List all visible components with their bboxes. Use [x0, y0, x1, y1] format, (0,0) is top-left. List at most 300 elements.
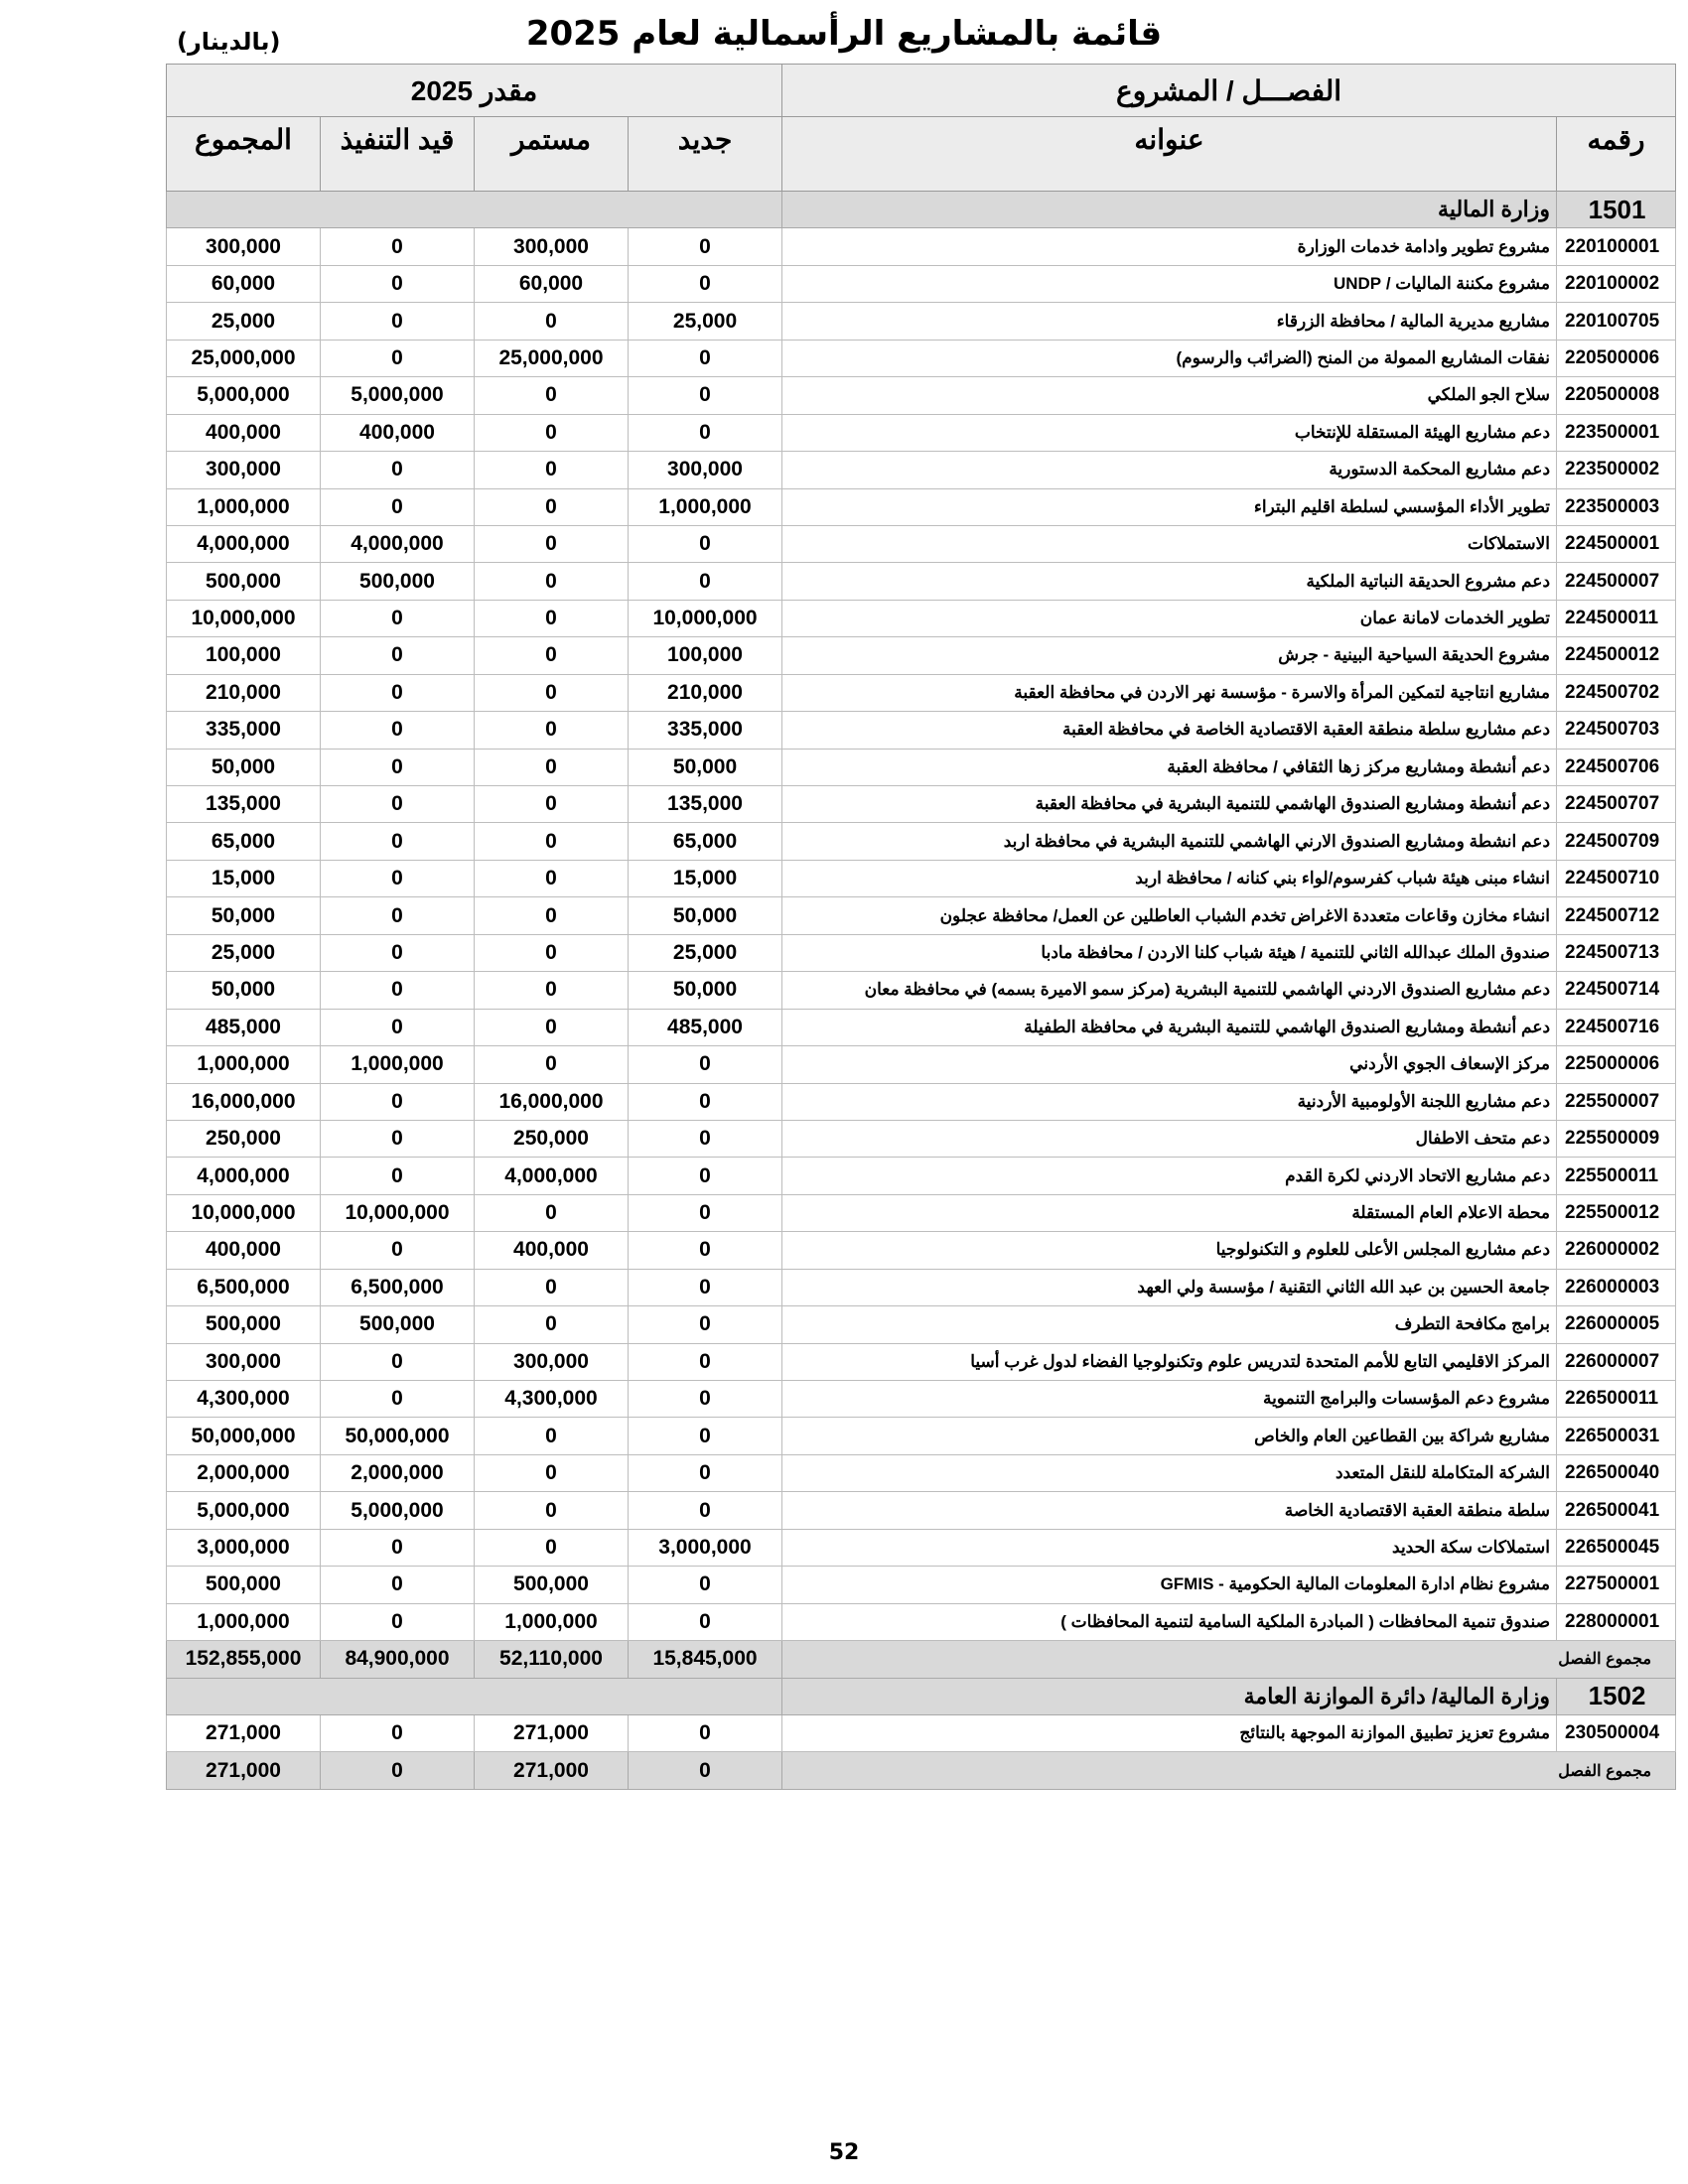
table-row — [167, 972, 1676, 1009]
project-number-cell: 224500007 — [1557, 563, 1676, 600]
project-number-cell: 225000006 — [1557, 1046, 1676, 1083]
continuing-cell: 0 — [475, 488, 629, 525]
new-cell: 0 — [629, 228, 782, 265]
project-title-cell: صندوق تنمية المحافظات ( المبادرة الملكية السامية لتنمية المحافظات ) — [782, 1603, 1557, 1640]
total-cell: 16,000,000 — [167, 1083, 321, 1120]
total-cell: 4,000,000 — [167, 1158, 321, 1194]
col-header-title: عنوانه — [782, 117, 1557, 192]
table-row — [167, 934, 1676, 971]
project-title-cell: دعم مشاريع الصندوق الاردني الهاشمي للتنمية البشرية (مركز سمو الاميرة بسمه) في محافظة معان — [782, 972, 1557, 1009]
in-progress-cell: 0 — [321, 972, 475, 1009]
project-number-cell: 225500007 — [1557, 1083, 1676, 1120]
project-title-cell: دعم مشاريع المحكمة الدستورية — [782, 452, 1557, 488]
table-row — [167, 1120, 1676, 1157]
new-cell: 0 — [629, 265, 782, 302]
project-title-cell: مشروع تطوير وادامة خدمات الوزارة — [782, 228, 1557, 265]
chapter-header-blank — [167, 1678, 782, 1714]
total-cell: 300,000 — [167, 452, 321, 488]
continuing-cell: 0 — [475, 1529, 629, 1566]
table-row — [167, 452, 1676, 488]
in-progress-cell: 0 — [321, 340, 475, 376]
in-progress-cell: 0 — [321, 265, 475, 302]
total-cell: 100,000 — [167, 637, 321, 674]
new-cell: 0 — [629, 1083, 782, 1120]
in-progress-cell: 0 — [321, 1158, 475, 1194]
new-cell: 0 — [629, 1714, 782, 1751]
project-title-cell: مشروع الحديقة السياحية البينية - جرش — [782, 637, 1557, 674]
col-header-number: رقمه — [1557, 117, 1676, 192]
in-progress-cell: 0 — [321, 823, 475, 860]
project-number-cell: 224500716 — [1557, 1009, 1676, 1045]
in-progress-cell: 0 — [321, 860, 475, 896]
table-row — [167, 1194, 1676, 1231]
in-progress-cell: 50,000,000 — [321, 1418, 475, 1454]
table-row — [167, 377, 1676, 414]
chapter-code: 1502 — [1557, 1678, 1676, 1714]
project-title-cell: انشاء مخازن وقاعات متعددة الاغراض تخدم الشباب العاطلين عن العمل/ محافظة عجلون — [782, 897, 1557, 934]
project-number-cell: 223500003 — [1557, 488, 1676, 525]
project-number-cell: 226500011 — [1557, 1381, 1676, 1418]
chapter-total-row — [167, 1752, 1676, 1789]
continuing-cell: 0 — [475, 1306, 629, 1343]
total-cell: 1,000,000 — [167, 1603, 321, 1640]
project-number-cell: 228000001 — [1557, 1603, 1676, 1640]
new-cell: 0 — [629, 1232, 782, 1269]
total-cell: 5,000,000 — [167, 1492, 321, 1529]
project-number-cell: 220500008 — [1557, 377, 1676, 414]
new-cell: 485,000 — [629, 1009, 782, 1045]
project-number-cell: 226000005 — [1557, 1306, 1676, 1343]
continuing-cell: 0 — [475, 1269, 629, 1305]
project-title-cell: انشاء مبنى هيئة شباب كفرسوم/لواء بني كنانه / محافظة اربد — [782, 860, 1557, 896]
in-progress-cell: 10,000,000 — [321, 1194, 475, 1231]
project-number-cell: 225500009 — [1557, 1120, 1676, 1157]
project-number-cell: 224500011 — [1557, 600, 1676, 636]
new-cell: 0 — [629, 1418, 782, 1454]
in-progress-cell: 0 — [321, 749, 475, 785]
in-progress-cell: 500,000 — [321, 1306, 475, 1343]
continuing-cell: 0 — [475, 525, 629, 562]
in-progress-cell: 0 — [321, 934, 475, 971]
project-title-cell: دعم متحف الاطفال — [782, 1120, 1557, 1157]
continuing-cell: 25,000,000 — [475, 340, 629, 376]
chapter-name: وزارة المالية — [782, 192, 1557, 228]
project-number-cell: 224500713 — [1557, 934, 1676, 971]
project-title-cell: مركز الإسعاف الجوي الأردني — [782, 1046, 1557, 1083]
new-cell: 0 — [629, 563, 782, 600]
new-cell: 0 — [629, 1306, 782, 1343]
total-cell: 50,000 — [167, 897, 321, 934]
in-progress-cell: 0 — [321, 1343, 475, 1380]
table-row — [167, 525, 1676, 562]
in-progress-cell: 0 — [321, 488, 475, 525]
project-number-cell: 224500707 — [1557, 786, 1676, 823]
project-number-cell: 226000002 — [1557, 1232, 1676, 1269]
project-number-cell: 224500702 — [1557, 674, 1676, 711]
project-title-cell: دعم مشاريع سلطة منطقة العقبة الاقتصادية الخاصة في محافظة العقبة — [782, 712, 1557, 749]
in-progress-cell: 0 — [321, 1714, 475, 1751]
total-cell: 1,000,000 — [167, 488, 321, 525]
in-progress-cell: 500,000 — [321, 563, 475, 600]
total-cell: 25,000 — [167, 303, 321, 340]
project-number-cell: 226000007 — [1557, 1343, 1676, 1380]
project-title-cell: مشروع مكننة الماليات / UNDP — [782, 265, 1557, 302]
new-cell: 0 — [629, 1120, 782, 1157]
total-cell: 335,000 — [167, 712, 321, 749]
new-cell: 50,000 — [629, 897, 782, 934]
in-progress-cell: 6,500,000 — [321, 1269, 475, 1305]
total-cell: 10,000,000 — [167, 1194, 321, 1231]
continuing-cell: 0 — [475, 972, 629, 1009]
total-cell: 25,000,000 — [167, 340, 321, 376]
new-cell: 300,000 — [629, 452, 782, 488]
project-number-cell: 225500011 — [1557, 1158, 1676, 1194]
continuing-cell: 0 — [475, 377, 629, 414]
chapter-header-row — [167, 192, 1676, 228]
chapter-project-header: الفصـــل / المشروع — [782, 65, 1676, 117]
project-title-cell: مشروع دعم المؤسسات والبرامج التنموية — [782, 1381, 1557, 1418]
continuing-cell: 0 — [475, 1418, 629, 1454]
new-cell: 0 — [629, 377, 782, 414]
table-row — [167, 340, 1676, 376]
continuing-cell: 271,000 — [475, 1714, 629, 1751]
project-number-cell: 230500004 — [1557, 1714, 1676, 1751]
total-cell: 250,000 — [167, 1120, 321, 1157]
continuing-cell: 0 — [475, 600, 629, 636]
project-title-cell: برامج مكافحة التطرف — [782, 1306, 1557, 1343]
in-progress-cell: 0 — [321, 1083, 475, 1120]
chapter-code: 1501 — [1557, 192, 1676, 228]
new-cell: 135,000 — [629, 786, 782, 823]
project-title-cell: دعم مشاريع المجلس الأعلى للعلوم و التكنولوجيا — [782, 1232, 1557, 1269]
continuing-cell: 500,000 — [475, 1567, 629, 1603]
project-title-cell: استملاكات سكة الحديد — [782, 1529, 1557, 1566]
new-cell: 0 — [629, 1343, 782, 1380]
project-title-cell: جامعة الحسين بن عبد الله الثاني التقنية / مؤسسة ولي العهد — [782, 1269, 1557, 1305]
continuing-cell: 0 — [475, 897, 629, 934]
table-row — [167, 1381, 1676, 1418]
project-number-cell: 227500001 — [1557, 1567, 1676, 1603]
new-cell: 1,000,000 — [629, 488, 782, 525]
project-title-cell: صندوق الملك عبدالله الثاني للتنمية / هيئة شباب كلنا الاردن / محافظة مادبا — [782, 934, 1557, 971]
project-number-cell: 224500714 — [1557, 972, 1676, 1009]
continuing-cell: 0 — [475, 1454, 629, 1491]
new-cell: 3,000,000 — [629, 1529, 782, 1566]
continuing-cell: 0 — [475, 749, 629, 785]
project-title-cell: سلطة منطقة العقبة الاقتصادية الخاصة — [782, 1492, 1557, 1529]
in-progress-cell: 0 — [321, 1603, 475, 1640]
project-number-cell: 220100002 — [1557, 265, 1676, 302]
capital-projects-table — [166, 64, 1676, 1790]
continuing-cell: 0 — [475, 1194, 629, 1231]
chapter-total-in-progress: 0 — [321, 1752, 475, 1789]
total-cell: 135,000 — [167, 786, 321, 823]
total-cell: 3,000,000 — [167, 1529, 321, 1566]
new-cell: 0 — [629, 1381, 782, 1418]
in-progress-cell: 0 — [321, 1381, 475, 1418]
total-cell: 400,000 — [167, 1232, 321, 1269]
project-title-cell: مشروع تعزيز تطبيق الموازنة الموجهة بالنتائج — [782, 1714, 1557, 1751]
chapter-total-new: 0 — [629, 1752, 782, 1789]
project-title-cell: دعم مشروع الحديقة النباتية الملكية — [782, 563, 1557, 600]
total-cell: 300,000 — [167, 228, 321, 265]
chapter-total-sum: 152,855,000 — [167, 1641, 321, 1678]
project-title-cell: دعم مشاريع الاتحاد الاردني لكرة القدم — [782, 1158, 1557, 1194]
continuing-cell: 400,000 — [475, 1232, 629, 1269]
continuing-cell: 0 — [475, 712, 629, 749]
table-row — [167, 749, 1676, 785]
project-number-cell: 225500012 — [1557, 1194, 1676, 1231]
project-number-cell: 224500012 — [1557, 637, 1676, 674]
total-cell: 4,000,000 — [167, 525, 321, 562]
continuing-cell: 0 — [475, 563, 629, 600]
continuing-cell: 0 — [475, 637, 629, 674]
continuing-cell: 300,000 — [475, 228, 629, 265]
total-cell: 300,000 — [167, 1343, 321, 1380]
new-cell: 0 — [629, 340, 782, 376]
project-number-cell: 226000003 — [1557, 1269, 1676, 1305]
in-progress-cell: 5,000,000 — [321, 1492, 475, 1529]
project-title-cell: مشاريع شراكة بين القطاعين العام والخاص — [782, 1418, 1557, 1454]
new-cell: 0 — [629, 525, 782, 562]
chapter-total-label: مجموع الفصل — [782, 1752, 1676, 1789]
project-title-cell: دعم أنشطة ومشاريع مركز زها الثقافي / محافظة العقبة — [782, 749, 1557, 785]
in-progress-cell: 5,000,000 — [321, 377, 475, 414]
table-row — [167, 1306, 1676, 1343]
total-cell: 50,000,000 — [167, 1418, 321, 1454]
project-title-cell: مشروع نظام ادارة المعلومات المالية الحكومية - GFMIS — [782, 1567, 1557, 1603]
project-title-cell: تطوير الخدمات لامانة عمان — [782, 600, 1557, 636]
new-cell: 50,000 — [629, 749, 782, 785]
new-cell: 0 — [629, 1567, 782, 1603]
project-title-cell: الاستملاكات — [782, 525, 1557, 562]
in-progress-cell: 400,000 — [321, 414, 475, 451]
chapter-total-continuing: 52,110,000 — [475, 1641, 629, 1678]
in-progress-cell: 0 — [321, 897, 475, 934]
continuing-cell: 60,000 — [475, 265, 629, 302]
total-cell: 271,000 — [167, 1714, 321, 1751]
project-number-cell: 224500709 — [1557, 823, 1676, 860]
total-cell: 15,000 — [167, 860, 321, 896]
in-progress-cell: 0 — [321, 674, 475, 711]
table-row — [167, 1418, 1676, 1454]
project-title-cell: دعم أنشطة ومشاريع الصندوق الهاشمي للتنمية البشرية في محافظة الطفيلة — [782, 1009, 1557, 1045]
chapter-total-continuing: 271,000 — [475, 1752, 629, 1789]
total-cell: 485,000 — [167, 1009, 321, 1045]
total-cell: 6,500,000 — [167, 1269, 321, 1305]
new-cell: 0 — [629, 1269, 782, 1305]
total-cell: 65,000 — [167, 823, 321, 860]
project-number-cell: 223500002 — [1557, 452, 1676, 488]
project-title-cell: دعم أنشطة ومشاريع الصندوق الهاشمي للتنمية البشرية في محافظة العقبة — [782, 786, 1557, 823]
table-row — [167, 1454, 1676, 1491]
new-cell: 0 — [629, 1158, 782, 1194]
new-cell: 25,000 — [629, 303, 782, 340]
new-cell: 0 — [629, 1194, 782, 1231]
project-title-cell: الشركة المتكاملة للنقل المتعدد — [782, 1454, 1557, 1491]
total-cell: 50,000 — [167, 972, 321, 1009]
total-cell: 400,000 — [167, 414, 321, 451]
total-cell: 2,000,000 — [167, 1454, 321, 1491]
table-row — [167, 786, 1676, 823]
project-title-cell: مشاريع انتاجية لتمكين المرأة والاسرة - مؤسسة نهر الاردن في محافظة العقبة — [782, 674, 1557, 711]
new-cell: 0 — [629, 1492, 782, 1529]
new-cell: 210,000 — [629, 674, 782, 711]
table-row — [167, 860, 1676, 896]
chapter-total-sum: 271,000 — [167, 1752, 321, 1789]
in-progress-cell: 1,000,000 — [321, 1046, 475, 1083]
continuing-cell: 1,000,000 — [475, 1603, 629, 1640]
in-progress-cell: 0 — [321, 1009, 475, 1045]
table-row — [167, 637, 1676, 674]
continuing-cell: 0 — [475, 786, 629, 823]
project-number-cell: 224500703 — [1557, 712, 1676, 749]
continuing-cell: 0 — [475, 934, 629, 971]
chapter-total-new: 15,845,000 — [629, 1641, 782, 1678]
in-progress-cell: 0 — [321, 637, 475, 674]
continuing-cell: 0 — [475, 1492, 629, 1529]
in-progress-cell: 0 — [321, 600, 475, 636]
total-cell: 5,000,000 — [167, 377, 321, 414]
new-cell: 25,000 — [629, 934, 782, 971]
table-row — [167, 563, 1676, 600]
chapter-total-in-progress: 84,900,000 — [321, 1641, 475, 1678]
continuing-cell: 300,000 — [475, 1343, 629, 1380]
chapter-total-row — [167, 1641, 1676, 1678]
continuing-cell: 0 — [475, 1046, 629, 1083]
page-title: قائمة بالمشاريع الرأسمالية لعام 2025 — [525, 14, 1163, 54]
project-number-cell: 226500045 — [1557, 1529, 1676, 1566]
project-title-cell: تطوير الأداء المؤسسي لسلطة اقليم البتراء — [782, 488, 1557, 525]
total-cell: 500,000 — [167, 563, 321, 600]
table-row — [167, 674, 1676, 711]
project-title-cell: دعم مشاريع اللجنة الأولومبية الأردنية — [782, 1083, 1557, 1120]
project-number-cell: 220100705 — [1557, 303, 1676, 340]
new-cell: 0 — [629, 1046, 782, 1083]
continuing-cell: 0 — [475, 1009, 629, 1045]
new-cell: 0 — [629, 1603, 782, 1640]
continuing-cell: 0 — [475, 860, 629, 896]
in-progress-cell: 0 — [321, 1120, 475, 1157]
table-row — [167, 488, 1676, 525]
chapter-total-label: مجموع الفصل — [782, 1641, 1676, 1678]
project-title-cell: مشاريع مديرية المالية / محافظة الزرقاء — [782, 303, 1557, 340]
continuing-cell: 250,000 — [475, 1120, 629, 1157]
in-progress-cell: 0 — [321, 452, 475, 488]
new-cell: 100,000 — [629, 637, 782, 674]
in-progress-cell: 0 — [321, 1567, 475, 1603]
project-number-cell: 224500712 — [1557, 897, 1676, 934]
currency-note: (بالدينار) — [177, 28, 281, 56]
total-cell: 25,000 — [167, 934, 321, 971]
table-row — [167, 1714, 1676, 1751]
new-cell: 65,000 — [629, 823, 782, 860]
project-number-cell: 224500001 — [1557, 525, 1676, 562]
total-cell: 10,000,000 — [167, 600, 321, 636]
in-progress-cell: 2,000,000 — [321, 1454, 475, 1491]
project-number-cell: 220500006 — [1557, 340, 1676, 376]
new-cell: 0 — [629, 1454, 782, 1491]
total-cell: 4,300,000 — [167, 1381, 321, 1418]
total-cell: 500,000 — [167, 1567, 321, 1603]
continuing-cell: 0 — [475, 414, 629, 451]
new-cell: 0 — [629, 414, 782, 451]
project-title-cell: نفقات المشاريع الممولة من المنح (الضرائب والرسوم) — [782, 340, 1557, 376]
total-cell: 60,000 — [167, 265, 321, 302]
table-row — [167, 1567, 1676, 1603]
total-cell: 500,000 — [167, 1306, 321, 1343]
table-row — [167, 897, 1676, 934]
page-number: 52 — [828, 2140, 860, 2165]
project-number-cell: 226500041 — [1557, 1492, 1676, 1529]
chapter-header-row — [167, 1678, 1676, 1714]
new-cell: 50,000 — [629, 972, 782, 1009]
continuing-cell: 4,300,000 — [475, 1381, 629, 1418]
table-row — [167, 823, 1676, 860]
project-number-cell: 224500710 — [1557, 860, 1676, 896]
table-row — [167, 712, 1676, 749]
project-number-cell: 224500706 — [1557, 749, 1676, 785]
col-header-total: المجموع — [167, 117, 321, 192]
project-title-cell: سلاح الجو الملكي — [782, 377, 1557, 414]
project-title-cell: دعم انشطة ومشاريع الصندوق الارني الهاشمي للتنمية البشرية في محافظة اربد — [782, 823, 1557, 860]
total-cell: 1,000,000 — [167, 1046, 321, 1083]
project-number-cell: 220100001 — [1557, 228, 1676, 265]
project-number-cell: 226500040 — [1557, 1454, 1676, 1491]
in-progress-cell: 4,000,000 — [321, 525, 475, 562]
col-header-new: جديد — [629, 117, 782, 192]
col-header-continuing: مستمر — [475, 117, 629, 192]
table-row — [167, 1529, 1676, 1566]
continuing-cell: 0 — [475, 452, 629, 488]
table-row — [167, 1232, 1676, 1269]
in-progress-cell: 0 — [321, 1232, 475, 1269]
table-row — [167, 414, 1676, 451]
col-header-in-progress: قيد التنفيذ — [321, 117, 475, 192]
in-progress-cell: 0 — [321, 786, 475, 823]
continuing-cell: 16,000,000 — [475, 1083, 629, 1120]
continuing-cell: 0 — [475, 674, 629, 711]
project-title-cell: دعم مشاريع الهيئة المستقلة للإنتخاب — [782, 414, 1557, 451]
estimate-header: مقدر 2025 — [167, 65, 782, 117]
in-progress-cell: 0 — [321, 712, 475, 749]
table-row — [167, 303, 1676, 340]
chapter-header-blank — [167, 192, 782, 228]
project-number-cell: 223500001 — [1557, 414, 1676, 451]
table-row — [167, 265, 1676, 302]
table-row — [167, 1009, 1676, 1045]
project-title-cell: المركز الاقليمي التابع للأمم المتحدة لتدريس علوم وتكنولوجيا الفضاء لدول غرب أسيا — [782, 1343, 1557, 1380]
project-title-cell: محطة الاعلام العام المستقلة — [782, 1194, 1557, 1231]
new-cell: 335,000 — [629, 712, 782, 749]
new-cell: 15,000 — [629, 860, 782, 896]
chapter-name: وزارة المالية/ دائرة الموازنة العامة — [782, 1678, 1557, 1714]
in-progress-cell: 0 — [321, 228, 475, 265]
project-number-cell: 226500031 — [1557, 1418, 1676, 1454]
table-row — [167, 1083, 1676, 1120]
table-row — [167, 1269, 1676, 1305]
table-row — [167, 600, 1676, 636]
table-row — [167, 1492, 1676, 1529]
table-row — [167, 1343, 1676, 1380]
table-row — [167, 1158, 1676, 1194]
continuing-cell: 0 — [475, 303, 629, 340]
new-cell: 10,000,000 — [629, 600, 782, 636]
total-cell: 50,000 — [167, 749, 321, 785]
in-progress-cell: 0 — [321, 303, 475, 340]
continuing-cell: 4,000,000 — [475, 1158, 629, 1194]
table-row — [167, 1603, 1676, 1640]
